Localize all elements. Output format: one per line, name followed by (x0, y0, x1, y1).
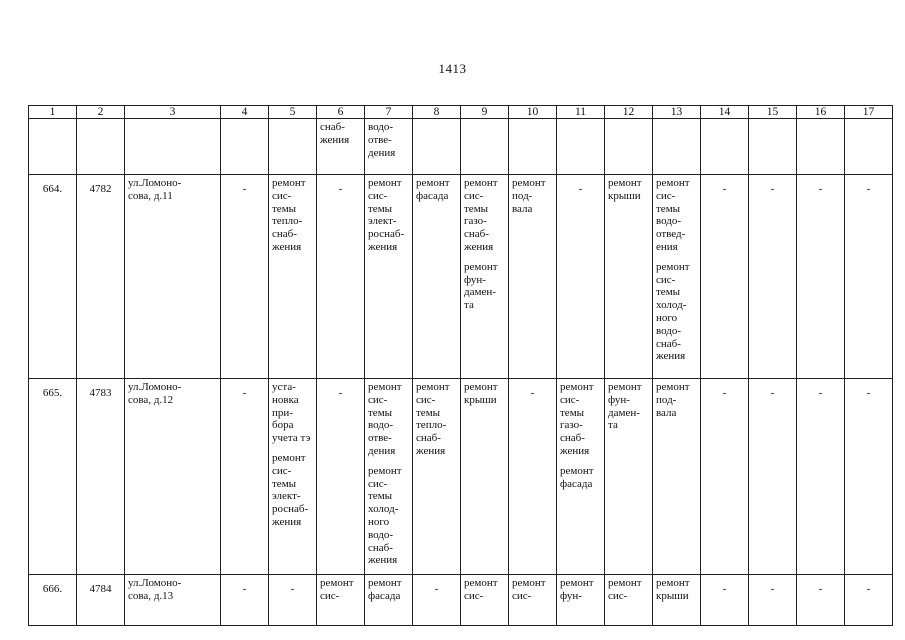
table-cell (461, 575, 509, 626)
table-cell (29, 379, 77, 575)
table-cell (701, 119, 749, 175)
empty-dash: - (578, 183, 583, 195)
table-cell (509, 575, 557, 626)
table-row (29, 175, 893, 379)
table-cell (509, 119, 557, 175)
works-table (28, 105, 893, 626)
column-number-header: 6 (317, 106, 365, 119)
table-cell (653, 175, 701, 379)
table-cell (749, 175, 797, 379)
cell-text: ремонт фун- (560, 577, 594, 602)
table-cell (653, 575, 701, 626)
table-cell (845, 379, 893, 575)
table-cell (317, 119, 365, 175)
column-number-header: 12 (605, 106, 653, 119)
column-number-header: 4 (221, 106, 269, 119)
cell-text: ремонт под- вала (656, 381, 690, 419)
cell-text: ул.Ломоно- сова, д.11 (128, 177, 182, 202)
table-cell (749, 119, 797, 175)
table-cell (317, 575, 365, 626)
table-cell (461, 175, 509, 379)
cell-text: ремонт крыши (656, 577, 690, 602)
cell-text: ремонт сис- темы холод- ного водо- снаб- жения (368, 464, 402, 567)
cell-text: ул.Ломоно- сова, д.12 (128, 381, 182, 406)
table-cell (221, 175, 269, 379)
empty-dash: - (866, 583, 871, 595)
table-cell (413, 175, 461, 379)
cell-text: ремонт сис- темы водо- отве- дения (368, 381, 402, 457)
empty-dash: - (722, 583, 727, 595)
empty-dash: - (290, 583, 295, 595)
empty-dash: - (530, 387, 535, 399)
cell-text: ремонт сис- темы элект- роснаб- жения (272, 451, 309, 528)
table-cell (557, 119, 605, 175)
table-cell (605, 119, 653, 175)
empty-dash: - (338, 387, 343, 399)
cell-text: ремонт фасада (416, 177, 450, 202)
column-number-header: 15 (749, 106, 797, 119)
table-cell (269, 575, 317, 626)
column-number-header: 17 (845, 106, 893, 119)
cell-text: ремонт сис- (608, 577, 642, 602)
cell-text: 666. (42, 583, 63, 595)
table-cell (653, 379, 701, 575)
column-number-header: 1 (29, 106, 77, 119)
cell-text: ремонт сис- темы холод- ного водо- снаб- жения (656, 260, 690, 363)
cell-text: ремонт фун- дамен- та (464, 260, 498, 312)
cell-text: ремонт сис- темы газо- снаб- жения (464, 177, 498, 253)
table-cell (749, 379, 797, 575)
table-cell (77, 175, 125, 379)
column-number-header: 7 (365, 106, 413, 119)
table-cell (797, 175, 845, 379)
table-cell (413, 379, 461, 575)
table-cell (125, 175, 221, 379)
cell-text: ремонт сис- темы элект- роснаб- жения (368, 177, 405, 253)
empty-dash: - (242, 183, 247, 195)
cell-text: ремонт сис- темы газо- снаб- жения (560, 381, 594, 457)
table-cell (77, 575, 125, 626)
column-number-header: 10 (509, 106, 557, 119)
cell-text: водо- отве- дения (368, 121, 396, 159)
table-cell (29, 575, 77, 626)
cell-text: ремонт сис- темы водо- отвед- ения (656, 177, 690, 253)
table-cell (797, 379, 845, 575)
table-cell (29, 119, 77, 175)
cell-text: ремонт фасада (560, 464, 594, 490)
table-cell (605, 175, 653, 379)
cell-text: ремонт крыши (608, 177, 642, 202)
cell-text: уста- новка при- бора учета тэ (272, 381, 311, 445)
column-number-header-row (29, 106, 893, 119)
cell-text: ремонт фасада (368, 577, 402, 602)
column-number-header: 11 (557, 106, 605, 119)
table-cell (269, 175, 317, 379)
empty-dash: - (866, 387, 871, 399)
table-cell (461, 119, 509, 175)
empty-dash: - (770, 387, 775, 399)
table-cell (605, 575, 653, 626)
column-number-header: 2 (77, 106, 125, 119)
table-cell (221, 575, 269, 626)
table-cell (557, 379, 605, 575)
table-row (29, 379, 893, 575)
table-cell (77, 379, 125, 575)
cell-text: ремонт сис- темы тепло- снаб- жения (272, 177, 306, 253)
table-cell (317, 379, 365, 575)
page-number: 1413 (438, 61, 467, 76)
table-cell (701, 379, 749, 575)
table-cell (509, 379, 557, 575)
table-cell (701, 175, 749, 379)
table-cell (797, 119, 845, 175)
cell-text: 665. (42, 387, 63, 399)
cell-text: 4784 (89, 583, 112, 595)
cell-text: ремонт сис- (512, 577, 546, 602)
table-cell (221, 379, 269, 575)
continuation-row (29, 119, 893, 175)
table-cell (317, 175, 365, 379)
table-cell (365, 379, 413, 575)
empty-dash: - (866, 183, 871, 195)
empty-dash: - (770, 183, 775, 195)
empty-dash: - (722, 387, 727, 399)
table-cell (77, 119, 125, 175)
table-cell (845, 119, 893, 175)
table-body (29, 106, 893, 626)
column-number-header: 13 (653, 106, 701, 119)
table-cell (845, 175, 893, 379)
table-cell (29, 175, 77, 379)
column-number-header: 16 (797, 106, 845, 119)
cell-text: 664. (42, 183, 63, 195)
column-number-header: 3 (125, 106, 221, 119)
table-cell (845, 575, 893, 626)
cell-text: ремонт под- вала (512, 177, 546, 215)
empty-dash: - (818, 583, 823, 595)
table-row (29, 575, 893, 626)
cell-text: ремонт крыши (464, 381, 498, 406)
cell-text: 4783 (89, 387, 112, 399)
empty-dash: - (818, 387, 823, 399)
empty-dash: - (722, 183, 727, 195)
cell-text: ремонт фун- дамен- та (608, 381, 642, 432)
column-number-header: 9 (461, 106, 509, 119)
empty-dash: - (770, 583, 775, 595)
table-cell (557, 575, 605, 626)
table-cell (413, 119, 461, 175)
cell-text: ремонт сис- (320, 577, 354, 602)
table-cell (797, 575, 845, 626)
table-cell (413, 575, 461, 626)
table-cell (365, 575, 413, 626)
empty-dash: - (434, 583, 439, 595)
cell-text: ремонт сис- (464, 577, 498, 602)
table-cell (653, 119, 701, 175)
table-cell (125, 575, 221, 626)
cell-text: 4782 (89, 183, 112, 195)
works-table-container (28, 105, 875, 602)
table-cell (269, 119, 317, 175)
cell-text: ул.Ломоно- сова, д.13 (128, 577, 182, 602)
empty-dash: - (242, 583, 247, 595)
table-cell (701, 575, 749, 626)
table-cell (365, 175, 413, 379)
column-number-header: 14 (701, 106, 749, 119)
table-cell (125, 119, 221, 175)
column-number-header: 8 (413, 106, 461, 119)
table-cell (749, 575, 797, 626)
table-cell (509, 175, 557, 379)
cell-text: снаб- жения (320, 121, 350, 146)
cell-text: ремонт сис- темы тепло- снаб- жения (416, 381, 450, 457)
empty-dash: - (242, 387, 247, 399)
table-cell (365, 119, 413, 175)
table-cell (221, 119, 269, 175)
table-cell (557, 175, 605, 379)
column-number-header: 5 (269, 106, 317, 119)
empty-dash: - (818, 183, 823, 195)
table-cell (125, 379, 221, 575)
table-cell (605, 379, 653, 575)
table-cell (269, 379, 317, 575)
table-cell (461, 379, 509, 575)
empty-dash: - (338, 183, 343, 195)
